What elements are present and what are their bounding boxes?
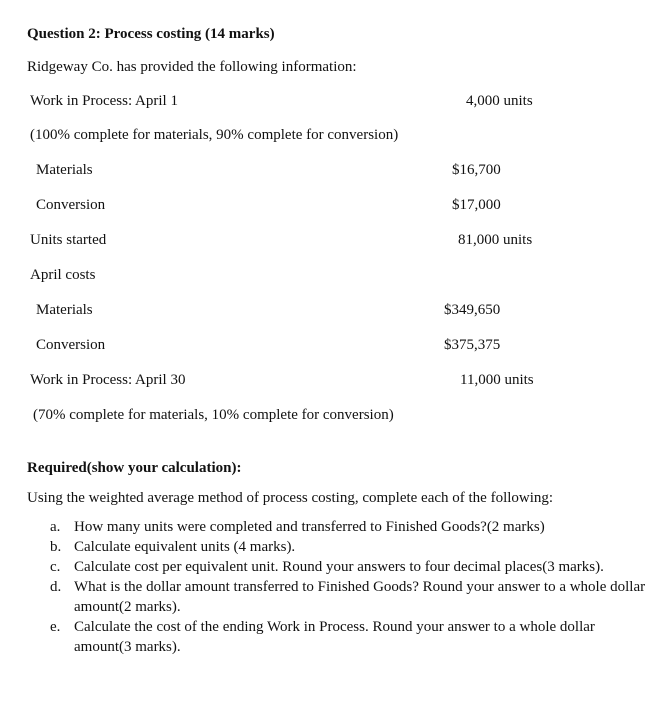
materials-april-label: Materials [36,302,93,318]
list-item-letter: b. [50,539,62,555]
list-item-text: Calculate the cost of the ending Work in Process. Round your answer to a whole dollar amount(3 marks). [74,619,595,655]
list-item-text: What is the dollar amount transferred to Finished Goods? Round your answer to a whole dollar amount(2 marks). [74,579,646,615]
materials-april-value: $349,650 [444,302,501,318]
conversion-april-value: $375,375 [444,337,501,353]
materials-begin-label: Materials [36,162,93,178]
required-list [50,517,650,657]
list-item-text: Calculate equivalent units (4 marks). [74,539,296,555]
wip-begin-note: (100% complete for materials, 90% complete for conversion) [30,127,399,143]
list-item [50,617,650,657]
units-started-label: Units started [30,232,107,248]
materials-begin-value: $16,700 [452,162,501,178]
conversion-april-label: Conversion [36,337,106,353]
list-item-letter: d. [50,579,62,595]
conversion-begin-value: $17,000 [452,197,501,213]
list-item-letter: a. [50,519,61,535]
wip-begin-value: 4,000 units [466,93,533,109]
list-item [50,577,650,617]
wip-end-label: Work in Process: April 30 [30,372,186,388]
april-costs-label: April costs [30,267,96,283]
question-title: Question 2: Process costing (14 marks) [27,26,275,42]
wip-end-value: 11,000 units [460,372,534,388]
list-item-text: How many units were completed and transferred to Finished Goods?(2 marks) [74,519,545,535]
list-item [50,517,650,537]
list-item-letter: e. [50,619,61,635]
wip-end-note: (70% complete for materials, 10% complete for conversion) [33,407,394,423]
list-item-text: Calculate cost per equivalent unit. Round your answers to four decimal places(3 marks). [74,559,604,575]
required-heading: Required(show your calculation): [27,460,242,476]
list-item-letter: c. [50,559,61,575]
conversion-begin-label: Conversion [36,197,106,213]
units-started-value: 81,000 units [458,232,533,248]
list-item [50,557,650,577]
wip-begin-label: Work in Process: April 1 [30,93,178,109]
intro-text: Ridgeway Co. has provided the following information: [27,59,357,75]
list-item [50,537,650,557]
required-intro: Using the weighted average method of process costing, complete each of the following: [27,490,554,506]
